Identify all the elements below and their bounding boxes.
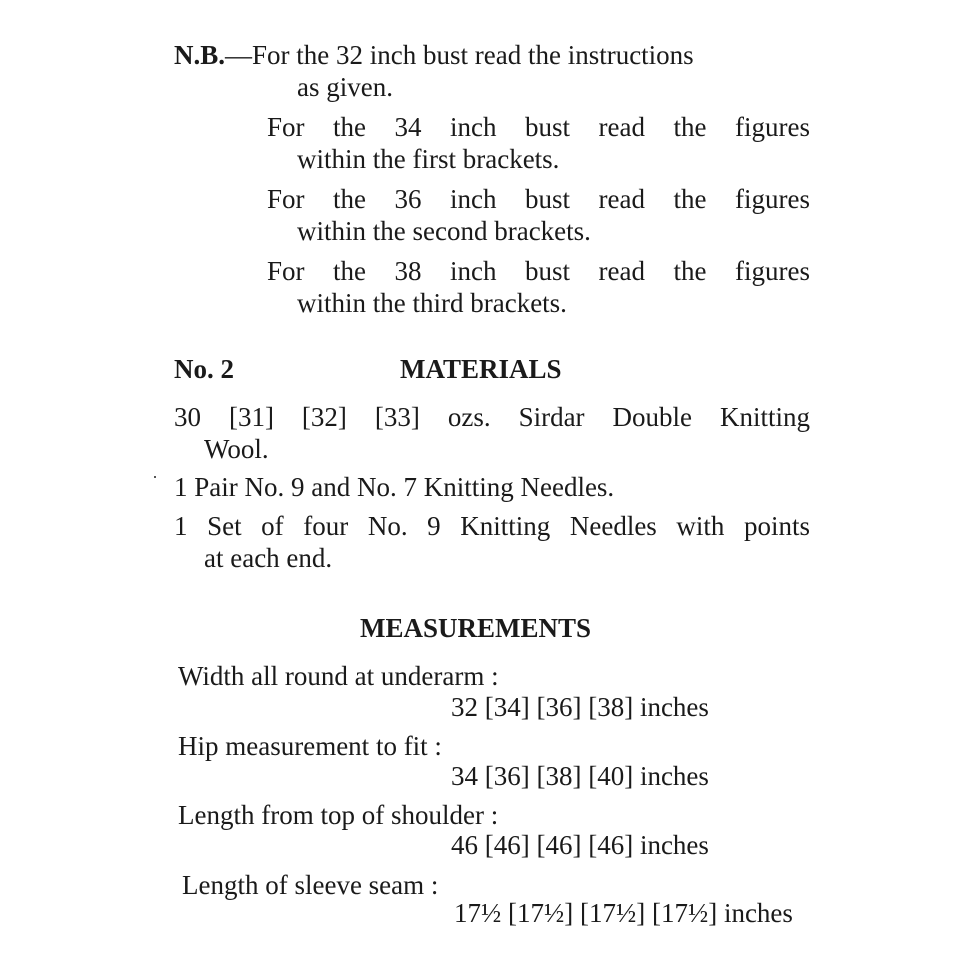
measurement-label-hip: Hip measurement to fit : [178,731,442,761]
pattern-number: No. 2 [174,354,234,384]
materials-item-wool-cont: Wool. [204,434,269,464]
nb-first-text: For the 32 inch bust read the instructions [252,40,694,70]
nb-item-38: For the 38 inch bust read the figures [267,256,810,286]
measurement-label-length: Length from top of shoulder : [178,800,499,830]
materials-item-needles: 1 Pair No. 9 and No. 7 Knitting Needles. [174,472,615,502]
nb-item-34-cont: within the first brackets. [297,144,560,174]
measurement-label-sleeve: Length of sleeve seam : [182,870,439,900]
measurement-value-width: 32 [34] [36] [38] inches [451,692,709,722]
nb-label: N.B. [174,40,226,70]
measurement-value-length: 46 [46] [46] [46] inches [451,830,709,860]
measurement-value-hip: 34 [36] [38] [40] inches [451,761,709,791]
nb-first-cont: as given. [297,72,393,102]
nb-item-36: For the 36 inch bust read the figures [267,184,810,214]
measurement-label-width: Width all round at underarm : [178,661,499,691]
materials-item-wool: 30 [31] [32] [33] ozs. Sirdar Double Knitting [174,402,810,432]
materials-item-set-cont: at each end. [204,543,333,573]
nb-item-38-cont: within the third brackets. [297,288,567,318]
measurements-heading: MEASUREMENTS [360,613,592,643]
materials-heading: MATERIALS [400,354,562,384]
nb-item-36-cont: within the second brackets. [297,216,591,246]
nb-dash: — [225,40,253,70]
print-speck [154,476,156,478]
measurement-value-sleeve: 17½ [17½] [17½] [17½] inches [454,898,793,928]
nb-first-line [174,40,694,70]
nb-item-34: For the 34 inch bust read the figures [267,112,810,142]
materials-item-set: 1 Set of four No. 9 Knitting Needles with points [174,511,810,541]
